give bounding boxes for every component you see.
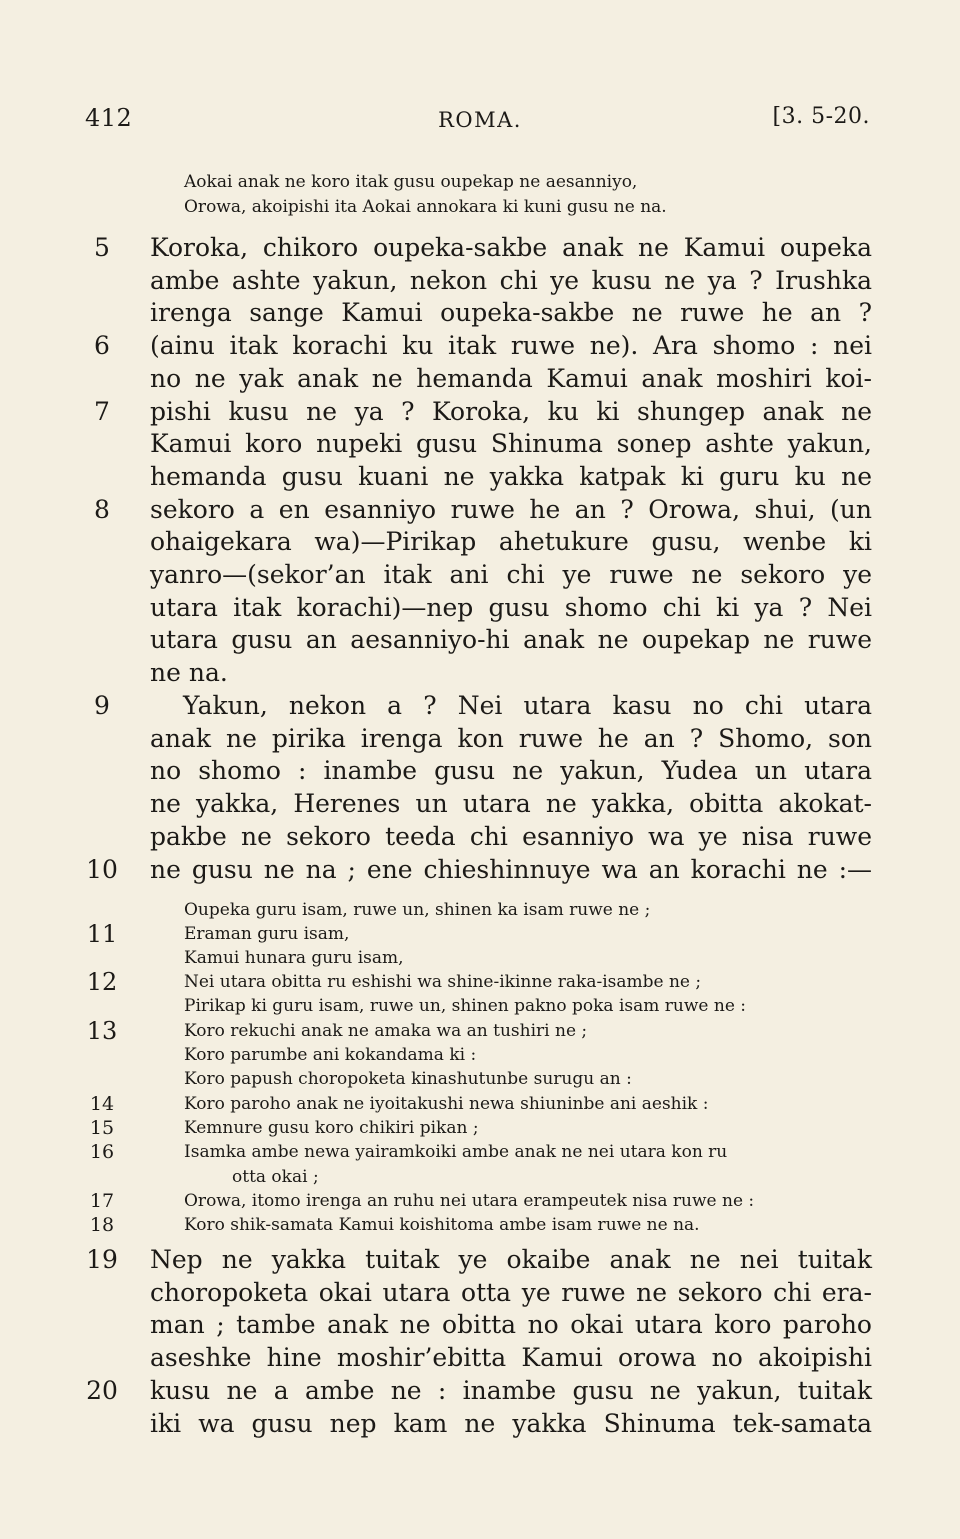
line-text: Eraman guru isam, (184, 924, 350, 944)
verse-number: 6 (94, 331, 110, 361)
verse-number: 18 (89, 1214, 115, 1236)
line-text: ne na. (150, 658, 228, 688)
line-text: sekoro a en esanniyo ruwe he an ? Orowa, shui, (un (150, 494, 872, 524)
running-title: ROMA. (438, 108, 522, 132)
line-text: hemanda gusu kuani ne yakka katpak ki guru ku ne (150, 461, 872, 491)
line-text: Yakun, nekon a ? Nei utara kasu no chi utara (183, 691, 872, 720)
line-text: ne yakka, Herenes un utara ne yakka, obitta akokat- (150, 789, 872, 819)
verse-number: 14 (89, 1093, 115, 1115)
line-text: Koro rekuchi anak ne amaka wa an tushiri ne ; (184, 1021, 588, 1041)
line-text: no shomo : inambe gusu ne yakun, Yudea un utara (150, 756, 872, 786)
line-text: Nei utara obitta ru eshishi wa shine-ikinne raka-isambe ne ; (184, 972, 702, 992)
line-text: utara gusu an aesanniyo-hi anak ne oupekap ne ruwe (150, 625, 872, 655)
verse-number: 8 (94, 494, 110, 524)
line-text: ohaigekara wa)—Pirikap ahetukure gusu, wenbe ki (150, 527, 872, 557)
line-text: Koroka, chikoro oupeka-sakbe anak ne Kamui oupeka (150, 233, 872, 262)
line-text: iki wa gusu nep kam ne yakka Shinuma tek-samata (150, 1408, 872, 1438)
line-text: irenga sange Kamui oupeka-sakbe ne ruwe he an ? (150, 298, 872, 328)
line-text: Aokai anak ne koro itak gusu oupekap ne aesanniyo, (184, 172, 638, 192)
verse-number: 20 (86, 1375, 118, 1405)
line-text: Koro papush choropoketa kinashutunbe surugu an : (184, 1069, 632, 1089)
verse-number: 15 (89, 1117, 115, 1139)
chapter-verse-reference: [3. 5-20. (772, 104, 870, 129)
line-text: aseshke hine moshir’ebitta Kamui orowa no akoipishi (150, 1343, 872, 1373)
line-text: Koro parumbe ani kokandama ki : (184, 1045, 477, 1065)
verse-number: 9 (94, 691, 110, 720)
line-text: man ; tambe anak ne obitta no okai utara koro paroho (150, 1310, 872, 1340)
verse-number: 17 (89, 1190, 115, 1212)
line-text: yanro—(sekor’an itak ani chi ye ruwe ne sekoro ye (150, 560, 872, 589)
verse-number: 5 (94, 233, 110, 262)
line-text: Koro paroho anak ne iyoitakushi newa shiuninbe ani aeshik : (184, 1094, 709, 1114)
line-text: pakbe ne sekoro teeda chi esanniyo wa ye nisa ruwe (150, 821, 872, 851)
verse-number: 19 (86, 1245, 118, 1274)
line-text: Orowa, itomo irenga an ruhu nei utara erampeutek nisa ruwe ne : (184, 1191, 755, 1211)
line-text: Kamui koro nupeki gusu Shinuma sonep ashte yakun, (150, 429, 872, 459)
line-text: Kamui hunara guru isam, (184, 948, 404, 968)
line-text: (ainu itak korachi ku itak ruwe ne). Ara shomo : nei (150, 331, 872, 361)
verse-number: 16 (89, 1141, 115, 1163)
line-text: kusu ne a ambe ne : inambe gusu ne yakun, tuitak (150, 1375, 872, 1405)
line-text: Oupeka guru isam, ruwe un, shinen ka isam ruwe ne ; (184, 900, 651, 920)
line-text: Orowa, akoipishi ita Aokai annokara ki kuni gusu ne na. (184, 197, 667, 217)
line-text: anak ne pirika irenga kon ruwe he an ? Shomo, son (150, 723, 872, 753)
line-text: Isamka ambe newa yairamkoiki ambe anak ne nei utara kon ru (184, 1142, 728, 1162)
line-text: no ne yak anak ne hemanda Kamui anak moshiri koi- (150, 363, 872, 393)
line-text: Nep ne yakka tuitak ye okaibe anak ne nei tuitak (150, 1245, 872, 1274)
line-text: ambe ashte yakun, nekon chi ye kusu ne ya ? Irushka (150, 265, 872, 295)
verse-number: 7 (94, 396, 110, 426)
line-text: ne gusu ne na ; ene chieshinnuye wa an korachi ne :— (150, 854, 872, 884)
line-text: utara itak korachi)—nep gusu shomo chi ki ya ? Nei (150, 592, 872, 622)
line-text: Koro shik-samata Kamui koishitoma ambe isam ruwe ne na. (184, 1215, 700, 1235)
line-text: otta okai ; (232, 1167, 319, 1187)
verse-number: 10 (86, 854, 118, 884)
verse-number: 11 (86, 920, 118, 948)
line-text: choropoketa okai utara otta ye ruwe ne sekoro chi era- (150, 1277, 872, 1307)
page-number: 412 (85, 104, 133, 132)
line-text: pishi kusu ne ya ? Koroka, ku ki shungep anak ne (150, 396, 872, 426)
verse-number: 12 (86, 968, 118, 996)
line-text: Kemnure gusu koro chikiri pikan ; (184, 1118, 479, 1138)
verse-number: 13 (86, 1017, 118, 1045)
line-text: Pirikap ki guru isam, ruwe un, shinen pakno poka isam ruwe ne : (184, 996, 747, 1016)
